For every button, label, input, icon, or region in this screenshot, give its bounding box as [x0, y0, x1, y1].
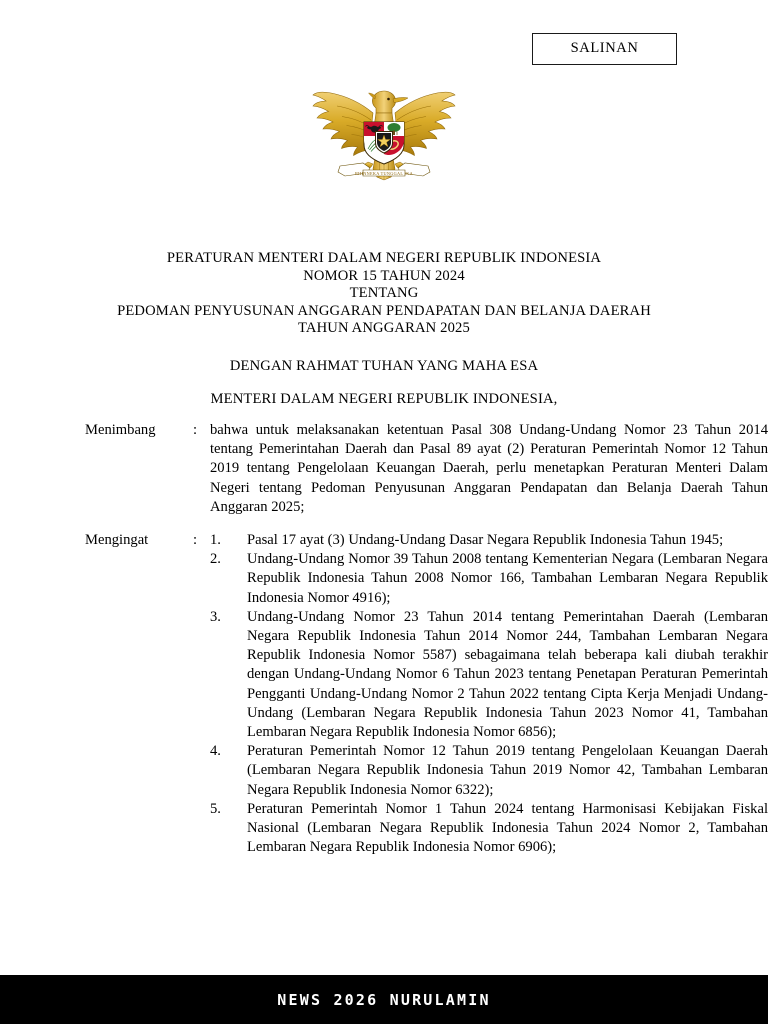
clause-text-mengingat — [210, 531, 768, 857]
list-item-marker: 1. — [210, 532, 221, 549]
document-title-block — [0, 250, 768, 408]
clause-mengingat — [0, 531, 768, 857]
emblem-container — [0, 74, 768, 191]
mengingat-list — [210, 531, 768, 857]
salinan-stamp — [532, 33, 677, 65]
list-item-text: Peraturan Pemerintah Nomor 12 Tahun 2019 tentang Pengelolaan Keuangan Daerah (Lembaran Negara Republik Indonesia Tahun 2019 Nomor 42, Tambahan Lembaran Negara Republik Indonesia Nomor 6322); — [247, 743, 768, 798]
clause-label-mengingat: Mengingat — [85, 532, 149, 549]
title-line-subject: PEDOMAN PENYUSUNAN ANGGARAN PENDAPATAN DAN BELANJA DAERAH — [117, 302, 651, 319]
list-item-marker: 3. — [210, 608, 221, 625]
title-line-tentang: TENTANG — [349, 285, 419, 302]
clause-menimbang — [0, 421, 768, 517]
title-line-invocation: DENGAN RAHMAT TUHAN YANG MAHA ESA — [229, 357, 539, 374]
list-item-text: Undang-Undang Nomor 23 Tahun 2014 tentang Pemerintahan Daerah (Lembaran Negara Republik Indonesia Tahun 2014 Nomor 244, Tambahan Lembaran Negara Republik Indonesia Nomor 5587) sebagaimana telah beberapa kali diubah terakhir dengan Undang-Undang Nomor 6 Tahun 2023 tentang Penetapan Peraturan Pemerintah Pengganti Undang-Undang Nomor 2 Tahun 2022 tentang Cipta Kerja Menjadi Undang-Undang (Lembaran Negara Republik Indonesia Tahun 2023 Nomor 41, Tambahan Lembaran Negara Republik Indonesia Nomor 6856); — [247, 608, 768, 741]
list-item — [210, 531, 768, 550]
clause-colon-mengingat: : — [193, 532, 198, 549]
title-line-number: NOMOR 15 TAHUN 2024 — [303, 267, 465, 284]
footer-watermark-text: NEWS 2026 NURULAMIN — [277, 990, 491, 1009]
garuda-pancasila-icon — [309, 74, 459, 186]
title-line-issuer: MENTERI DALAM NEGERI REPUBLIK INDONESIA, — [210, 390, 558, 407]
list-item-marker: 2. — [210, 551, 221, 568]
clause-colon-menimbang: : — [193, 422, 198, 438]
list-item — [210, 800, 768, 858]
title-line-regulation: PERATURAN MENTERI DALAM NEGERI REPUBLIK INDONESIA — [166, 250, 602, 266]
list-item-text: Undang-Undang Nomor 39 Tahun 2008 tentang Kementerian Negara (Lembaran Negara Republik Indonesia Tahun 2008 Nomor 166, Tambahan Lembaran Negara Republik Indonesia Nomor 4916); — [247, 551, 768, 606]
list-item-text: Peraturan Pemerintah Nomor 1 Tahun 2024 tentang Harmonisasi Kebijakan Fiskal Nasional (Lembaran Negara Republik Indonesia Tahun 2024 Nomor 2, Tambahan Lembaran Negara Republik Indonesia Nomor 6906); — [247, 800, 768, 856]
list-item — [210, 742, 768, 800]
list-item — [210, 550, 768, 608]
list-item-text: Pasal 17 ayat (3) Undang-Undang Dasar Negara Republik Indonesia Tahun 1945; — [247, 532, 724, 549]
list-item-marker: 4. — [210, 743, 221, 760]
list-item-marker: 5. — [210, 800, 221, 817]
list-item — [210, 608, 768, 742]
title-line-fiscal-year: TAHUN ANGGARAN 2025 — [298, 320, 470, 337]
svg-text:BHINNEKA TUNGGAL IKA: BHINNEKA TUNGGAL IKA — [355, 170, 413, 176]
clause-label-menimbang: Menimbang — [85, 422, 156, 438]
salinan-label: SALINAN — [532, 33, 677, 65]
footer-banner — [0, 975, 768, 1024]
clauses-section — [0, 421, 768, 857]
clause-text-menimbang: bahwa untuk melaksanakan ketentuan Pasal 308 Undang-Undang Nomor 23 Tahun 2014 tentang Pemerintahan Daerah dan Pasal 89 ayat (2) Peraturan Pemerintah Nomor 12 Tahun 2019 tentang Pengelolaan Keuangan Daerah, perlu menetapkan Peraturan Menteri Dalam Negeri tentang Pedoman Penyusunan Anggaran Pendapatan dan Belanja Daerah Tahun Anggaran 2025; — [210, 422, 768, 515]
